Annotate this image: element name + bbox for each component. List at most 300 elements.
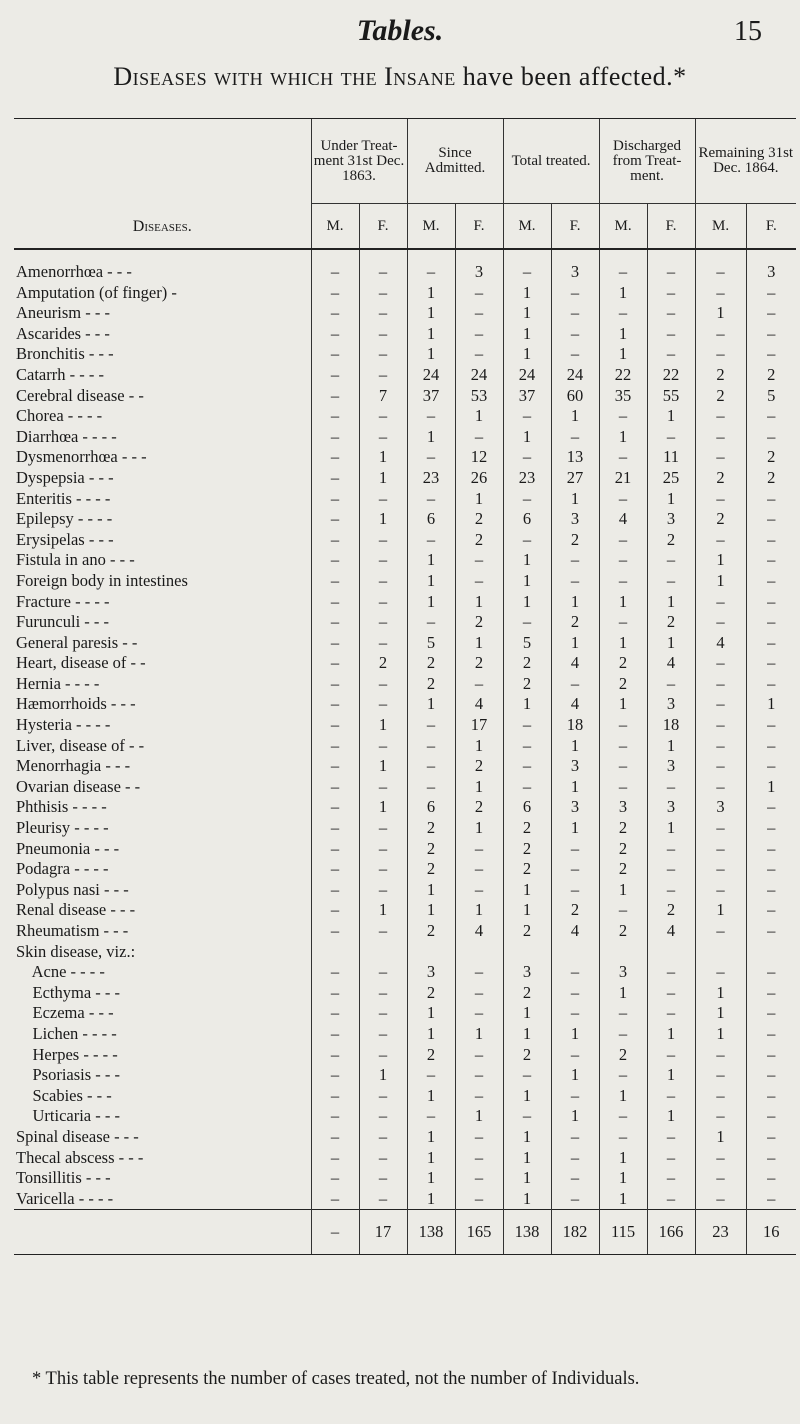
- count-cell: 24: [551, 365, 599, 386]
- disease-name: Amputation (of finger) -: [16, 282, 177, 302]
- table-row: [14, 283, 796, 304]
- count-cell: 1: [503, 1003, 551, 1024]
- disease-name: Varicella - - - -: [16, 1188, 114, 1208]
- count-cell: 23: [503, 468, 551, 489]
- count-cell: 1: [647, 406, 695, 427]
- count-cell: –: [359, 1024, 407, 1045]
- count-cell: 6: [407, 797, 455, 818]
- count-cell: 4: [599, 509, 647, 530]
- count-cell: –: [695, 447, 746, 468]
- count-cell: 1: [551, 818, 599, 839]
- count-cell: 4: [551, 921, 599, 942]
- count-cell: –: [455, 1003, 503, 1024]
- count-cell: –: [695, 406, 746, 427]
- totals-label-cell: [14, 1210, 311, 1255]
- sex-header-f: F.: [647, 204, 695, 250]
- disease-name: Diarrhœa - - - -: [16, 426, 117, 446]
- count-cell: 1: [695, 571, 746, 592]
- count-cell: 1: [503, 592, 551, 613]
- count-cell: –: [311, 571, 359, 592]
- count-cell: –: [503, 756, 551, 777]
- sex-header-f: F.: [455, 204, 503, 250]
- count-cell: 2: [551, 530, 599, 551]
- disease-name: Lichen - - - -: [16, 1023, 117, 1043]
- count-cell: –: [647, 1045, 695, 1066]
- count-cell: –: [746, 324, 796, 345]
- count-cell: 2: [503, 1045, 551, 1066]
- count-cell: –: [599, 303, 647, 324]
- count-cell: –: [503, 406, 551, 427]
- count-cell: –: [746, 571, 796, 592]
- count-cell: 1: [695, 1127, 746, 1148]
- count-cell: 25: [647, 468, 695, 489]
- table-row: [14, 468, 796, 489]
- count-cell: –: [647, 1003, 695, 1024]
- count-cell: 2: [599, 818, 647, 839]
- count-cell: 1: [503, 1168, 551, 1189]
- count-cell: –: [359, 1003, 407, 1024]
- count-cell: –: [695, 1148, 746, 1169]
- count-cell: 1: [503, 1148, 551, 1169]
- count-cell: –: [359, 1106, 407, 1127]
- count-cell: –: [695, 694, 746, 715]
- disease-name: Amenorrhœa - - -: [16, 262, 132, 281]
- count-cell: 3: [695, 797, 746, 818]
- count-cell: –: [311, 592, 359, 613]
- count-cell: –: [746, 1127, 796, 1148]
- count-cell: –: [311, 1003, 359, 1024]
- count-cell: 3: [407, 962, 455, 983]
- count-cell: –: [311, 694, 359, 715]
- count-cell: –: [551, 571, 599, 592]
- table-row: [14, 1065, 796, 1086]
- count-cell: 55: [647, 386, 695, 407]
- count-cell: 2: [746, 447, 796, 468]
- count-cell: –: [551, 839, 599, 860]
- count-cell: –: [311, 818, 359, 839]
- count-cell: 11: [647, 447, 695, 468]
- total-cell: 138: [503, 1210, 551, 1255]
- disease-name: Foreign body in intestines: [16, 570, 188, 590]
- count-cell: 1: [407, 283, 455, 304]
- count-cell: 6: [407, 509, 455, 530]
- count-cell: –: [359, 880, 407, 901]
- count-cell: 1: [599, 880, 647, 901]
- count-cell: –: [647, 262, 695, 283]
- sex-header-f: F.: [551, 204, 599, 250]
- count-cell: –: [599, 1127, 647, 1148]
- count-cell: 1: [359, 756, 407, 777]
- count-cell: 1: [455, 818, 503, 839]
- count-cell: –: [746, 427, 796, 448]
- count-cell: –: [359, 303, 407, 324]
- disease-name: Enteritis - - - -: [16, 488, 111, 508]
- count-cell: 1: [503, 1189, 551, 1210]
- count-cell: 1: [455, 592, 503, 613]
- count-cell: 2: [407, 921, 455, 942]
- count-cell: –: [599, 900, 647, 921]
- count-cell: –: [695, 1045, 746, 1066]
- count-cell: –: [311, 1189, 359, 1210]
- count-cell: –: [746, 1065, 796, 1086]
- count-cell: 4: [455, 694, 503, 715]
- count-cell: –: [647, 1189, 695, 1210]
- count-cell: –: [407, 612, 455, 633]
- count-cell: –: [746, 489, 796, 510]
- count-cell: 27: [551, 468, 599, 489]
- group-header-since-admitted: Since Admitted.: [407, 119, 503, 204]
- count-cell: 1: [503, 550, 551, 571]
- count-cell: [455, 942, 503, 963]
- count-cell: –: [311, 777, 359, 798]
- count-cell: –: [455, 962, 503, 983]
- disease-name: Chorea - - - -: [16, 406, 103, 426]
- count-cell: –: [359, 777, 407, 798]
- count-cell: 1: [551, 1106, 599, 1127]
- count-cell: –: [311, 1086, 359, 1107]
- running-head: [0, 14, 800, 54]
- count-cell: –: [551, 859, 599, 880]
- table-row: [14, 839, 796, 860]
- count-cell: 1: [407, 1024, 455, 1045]
- count-cell: –: [551, 1168, 599, 1189]
- count-cell: 17: [455, 715, 503, 736]
- count-cell: –: [647, 777, 695, 798]
- total-cell: 182: [551, 1210, 599, 1255]
- total-cell: 17: [359, 1210, 407, 1255]
- disease-name: Herpes - - - -: [16, 1044, 118, 1064]
- count-cell: –: [599, 756, 647, 777]
- count-cell: –: [695, 962, 746, 983]
- count-cell: –: [746, 921, 796, 942]
- count-cell: –: [311, 365, 359, 386]
- count-cell: 13: [551, 447, 599, 468]
- count-cell: –: [407, 715, 455, 736]
- count-cell: –: [599, 406, 647, 427]
- count-cell: 2: [455, 653, 503, 674]
- count-cell: 6: [503, 509, 551, 530]
- count-cell: 2: [647, 612, 695, 633]
- count-cell: –: [647, 324, 695, 345]
- count-cell: –: [599, 777, 647, 798]
- count-cell: 1: [503, 344, 551, 365]
- count-cell: 1: [695, 983, 746, 1004]
- count-cell: 2: [599, 1045, 647, 1066]
- count-cell: –: [551, 962, 599, 983]
- title-prefix: Diseases with which the: [113, 62, 378, 91]
- group-header-under-treatment: Under Treat-ment 31st Dec. 1863.: [311, 119, 407, 204]
- count-cell: –: [647, 983, 695, 1004]
- count-cell: –: [359, 571, 407, 592]
- count-cell: 2: [455, 797, 503, 818]
- count-cell: 7: [359, 386, 407, 407]
- count-cell: –: [746, 1106, 796, 1127]
- count-cell: –: [551, 1086, 599, 1107]
- table-row: [14, 880, 796, 901]
- count-cell: 1: [551, 1024, 599, 1045]
- count-cell: 1: [455, 1106, 503, 1127]
- count-cell: –: [695, 530, 746, 551]
- count-cell: –: [311, 406, 359, 427]
- table-row: [14, 427, 796, 448]
- count-cell: –: [746, 818, 796, 839]
- count-cell: –: [695, 818, 746, 839]
- count-cell: –: [695, 859, 746, 880]
- count-cell: 1: [407, 1189, 455, 1210]
- table-row: [14, 1106, 796, 1127]
- count-cell: 21: [599, 468, 647, 489]
- count-cell: –: [311, 386, 359, 407]
- count-cell: [551, 942, 599, 963]
- count-cell: –: [359, 530, 407, 551]
- count-cell: 1: [407, 427, 455, 448]
- count-cell: –: [455, 1065, 503, 1086]
- count-cell: –: [551, 674, 599, 695]
- count-cell: 1: [407, 1003, 455, 1024]
- count-cell: –: [551, 983, 599, 1004]
- table-row: [14, 1127, 796, 1148]
- count-cell: –: [455, 1189, 503, 1210]
- sex-header-m: M.: [407, 204, 455, 250]
- count-cell: 1: [599, 1189, 647, 1210]
- table-body: [14, 249, 796, 1210]
- table-row: [14, 777, 796, 798]
- count-cell: –: [746, 633, 796, 654]
- count-cell: –: [455, 550, 503, 571]
- count-cell: [407, 942, 455, 963]
- table-row: [14, 612, 796, 633]
- count-cell: –: [455, 674, 503, 695]
- count-cell: –: [551, 283, 599, 304]
- count-cell: –: [695, 262, 746, 283]
- count-cell: –: [695, 1106, 746, 1127]
- disease-name: Hernia - - - -: [16, 673, 100, 693]
- table-row: [14, 818, 796, 839]
- count-cell: –: [746, 797, 796, 818]
- disease-name: Spinal disease - - -: [16, 1126, 139, 1146]
- count-cell: –: [311, 859, 359, 880]
- count-cell: 1: [746, 694, 796, 715]
- count-cell: –: [503, 777, 551, 798]
- count-cell: –: [647, 1127, 695, 1148]
- table-row: [14, 550, 796, 571]
- count-cell: –: [311, 468, 359, 489]
- count-cell: 1: [599, 1148, 647, 1169]
- count-cell: –: [455, 344, 503, 365]
- count-cell: –: [359, 1045, 407, 1066]
- count-cell: –: [551, 324, 599, 345]
- disease-name: Fistula in ano - - -: [16, 550, 135, 570]
- count-cell: –: [359, 1168, 407, 1189]
- count-cell: –: [599, 1003, 647, 1024]
- count-cell: –: [311, 880, 359, 901]
- count-cell: –: [359, 1086, 407, 1107]
- count-cell: –: [311, 1024, 359, 1045]
- count-cell: 3: [551, 797, 599, 818]
- total-cell: 165: [455, 1210, 503, 1255]
- count-cell: 3: [647, 694, 695, 715]
- count-cell: 37: [407, 386, 455, 407]
- disease-name: Eczema - - -: [16, 1003, 114, 1023]
- count-cell: 2: [647, 530, 695, 551]
- table-row: [14, 509, 796, 530]
- count-cell: [647, 942, 695, 963]
- count-cell: 1: [503, 324, 551, 345]
- table-row: [14, 1045, 796, 1066]
- count-cell: –: [311, 674, 359, 695]
- count-cell: –: [746, 859, 796, 880]
- count-cell: –: [455, 427, 503, 448]
- count-cell: 1: [407, 550, 455, 571]
- table-row: [14, 859, 796, 880]
- running-head-title: Tables.: [356, 14, 444, 47]
- count-cell: –: [695, 921, 746, 942]
- count-cell: –: [359, 921, 407, 942]
- count-cell: –: [746, 283, 796, 304]
- count-cell: 1: [503, 1127, 551, 1148]
- count-cell: –: [359, 283, 407, 304]
- count-cell: 1: [455, 489, 503, 510]
- footnote: * This table represents the number of cases treated, not the number of Individuals.: [32, 1369, 640, 1389]
- count-cell: 1: [647, 489, 695, 510]
- total-cell: 138: [407, 1210, 455, 1255]
- count-cell: –: [359, 344, 407, 365]
- count-cell: 22: [599, 365, 647, 386]
- count-cell: –: [311, 1106, 359, 1127]
- count-cell: 1: [455, 633, 503, 654]
- disease-name: Pleurisy - - - -: [16, 818, 109, 838]
- count-cell: 1: [647, 633, 695, 654]
- disease-name: Skin disease, viz.:: [16, 941, 136, 961]
- count-cell: 2: [647, 900, 695, 921]
- title-suffix: have been affected.*: [462, 62, 687, 91]
- count-cell: –: [746, 839, 796, 860]
- count-cell: –: [599, 736, 647, 757]
- disease-name: General paresis - -: [16, 632, 138, 652]
- count-cell: 1: [647, 1106, 695, 1127]
- count-cell: 2: [455, 612, 503, 633]
- count-cell: 2: [503, 818, 551, 839]
- count-cell: 1: [503, 694, 551, 715]
- count-cell: 1: [359, 900, 407, 921]
- count-cell: 1: [407, 694, 455, 715]
- count-cell: 2: [359, 653, 407, 674]
- count-cell: 1: [551, 406, 599, 427]
- count-cell: 53: [455, 386, 503, 407]
- count-cell: 2: [746, 365, 796, 386]
- count-cell: 3: [599, 962, 647, 983]
- count-cell: 2: [551, 612, 599, 633]
- count-cell: –: [746, 406, 796, 427]
- count-cell: 1: [695, 1024, 746, 1045]
- disease-name: Aneurism - - -: [16, 303, 110, 323]
- disease-name: Ascarides - - -: [16, 323, 110, 343]
- count-cell: –: [359, 859, 407, 880]
- disease-name: Dyspepsia - - -: [16, 467, 114, 487]
- disease-name: Heart, disease of - -: [16, 653, 146, 673]
- count-cell: –: [647, 839, 695, 860]
- count-cell: –: [359, 324, 407, 345]
- count-cell: –: [695, 777, 746, 798]
- count-cell: –: [311, 633, 359, 654]
- count-cell: 1: [503, 1024, 551, 1045]
- count-cell: 2: [455, 756, 503, 777]
- count-cell: 1: [551, 1065, 599, 1086]
- count-cell: –: [695, 1189, 746, 1210]
- count-cell: 3: [503, 962, 551, 983]
- count-cell: 3: [746, 262, 796, 283]
- count-cell: –: [311, 756, 359, 777]
- count-cell: 4: [551, 653, 599, 674]
- table-title: [0, 62, 800, 92]
- table-row: [14, 262, 796, 283]
- count-cell: –: [359, 1127, 407, 1148]
- count-cell: –: [455, 1127, 503, 1148]
- count-cell: –: [311, 550, 359, 571]
- count-cell: 3: [551, 509, 599, 530]
- count-cell: –: [599, 571, 647, 592]
- table-row: [14, 592, 796, 613]
- count-cell: 2: [407, 653, 455, 674]
- count-cell: –: [551, 880, 599, 901]
- count-cell: 2: [599, 921, 647, 942]
- sex-header-m: M.: [599, 204, 647, 250]
- table-row: [14, 633, 796, 654]
- table-row: [14, 694, 796, 715]
- count-cell: 24: [455, 365, 503, 386]
- count-cell: –: [746, 592, 796, 613]
- count-cell: –: [746, 880, 796, 901]
- count-cell: –: [359, 674, 407, 695]
- count-cell: –: [599, 612, 647, 633]
- count-cell: 1: [599, 344, 647, 365]
- count-cell: –: [599, 447, 647, 468]
- count-cell: –: [407, 406, 455, 427]
- count-cell: 1: [407, 1127, 455, 1148]
- count-cell: –: [746, 1148, 796, 1169]
- count-cell: 1: [455, 1024, 503, 1045]
- count-cell: 2: [503, 921, 551, 942]
- table-row: [14, 489, 796, 510]
- disease-name: Ecthyma - - -: [16, 982, 121, 1002]
- count-cell: –: [647, 880, 695, 901]
- disease-name: Catarrh - - - -: [16, 364, 104, 384]
- count-cell: –: [503, 262, 551, 283]
- count-cell: –: [551, 427, 599, 448]
- count-cell: –: [359, 427, 407, 448]
- count-cell: –: [647, 962, 695, 983]
- disease-name: Renal disease - - -: [16, 900, 136, 920]
- count-cell: –: [455, 1148, 503, 1169]
- count-cell: –: [746, 1003, 796, 1024]
- count-cell: 1: [407, 571, 455, 592]
- count-cell: 1: [551, 489, 599, 510]
- count-cell: 1: [599, 633, 647, 654]
- count-cell: 23: [407, 468, 455, 489]
- table-row: [14, 983, 796, 1004]
- disease-name: Pneumonia - - -: [16, 838, 120, 858]
- table-row: [14, 1086, 796, 1107]
- count-cell: –: [359, 839, 407, 860]
- table-row: [14, 1003, 796, 1024]
- count-cell: 1: [503, 880, 551, 901]
- count-cell: –: [647, 283, 695, 304]
- count-cell: 5: [746, 386, 796, 407]
- count-cell: –: [503, 447, 551, 468]
- count-cell: –: [311, 447, 359, 468]
- count-cell: 12: [455, 447, 503, 468]
- count-cell: 3: [599, 797, 647, 818]
